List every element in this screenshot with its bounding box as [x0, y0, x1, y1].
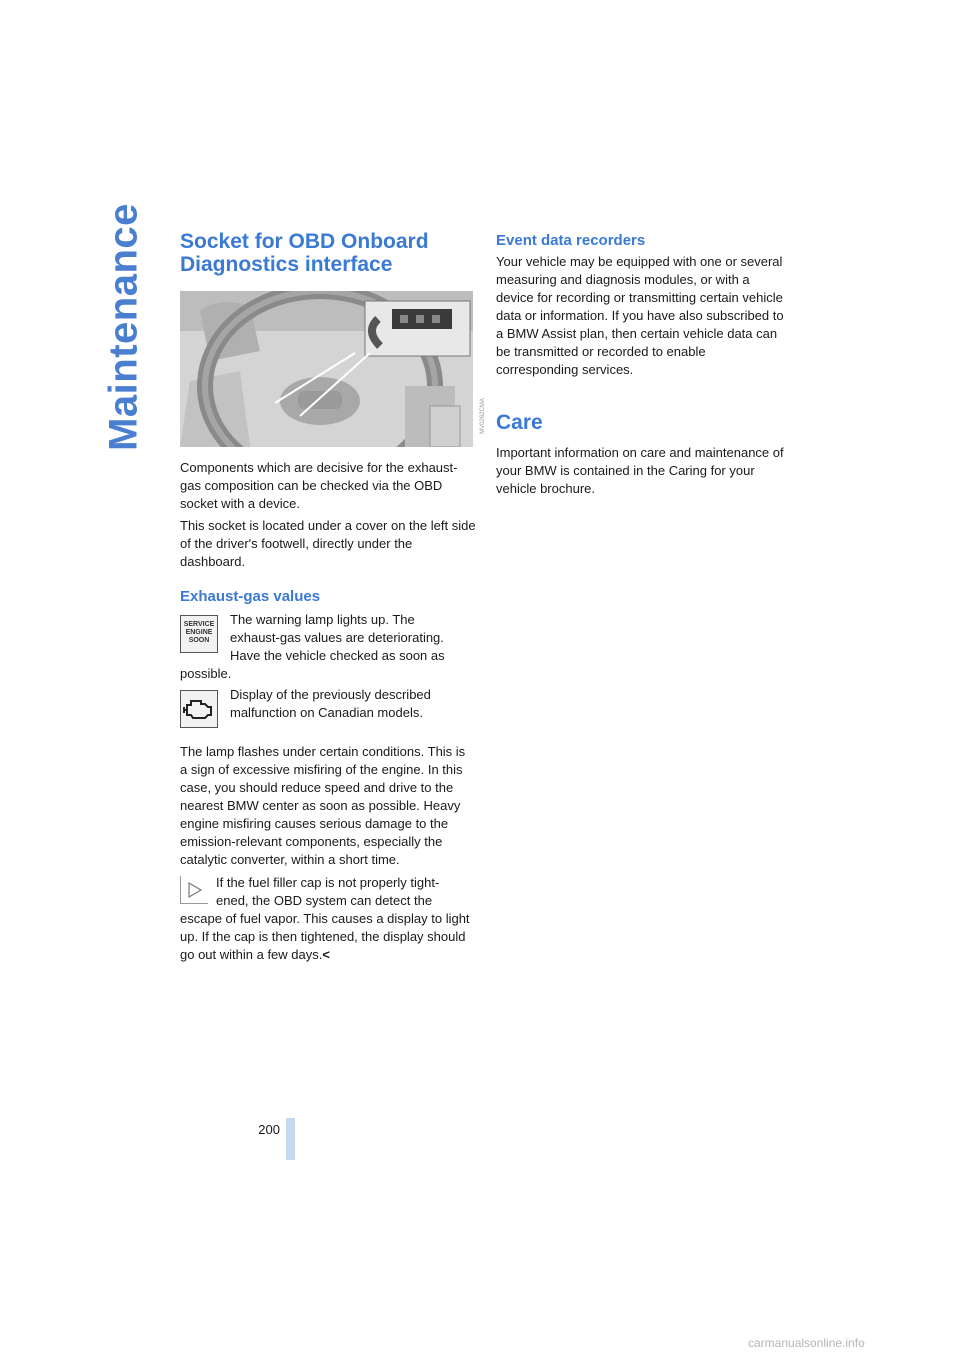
dashboard-illustration	[180, 291, 473, 447]
flash-paragraph: The lamp flashes under certain conditions. This is a sign of excessive misfiring of the engine. In this case, you should reduce speed and drive to the nearest BMW center as soon as possible. Heavy engine misfiring causes serious damage to the emission-relevant components, especially the catalytic converter, within a short time.	[180, 744, 466, 867]
care-paragraph: Important information on care and maintenance of your BMW is contained in the Caring for your vehicle brochure.	[496, 445, 784, 496]
note-paragraph: escape of fuel vapor. This causes a display to light up. If the cap is then tightened, the display should go out within a few days.<	[180, 911, 470, 962]
obd-paragraph-1: Components which are decisive for the exhaust-gas composition can be checked via the OBD socket with a device.	[180, 460, 458, 511]
photo-code: MV0262CMA	[480, 398, 486, 434]
obd-socket-photo	[180, 291, 473, 447]
event-paragraph: Your vehicle may be equipped with one or several measuring and diagnosis modules, or with a device for recording or transmitting certain vehicle data or information. If you have also subscribed to a BMW Assist plan, then certain vehicle data can be transmitted or recorded to enable corresponding services.	[496, 254, 784, 377]
event-heading: Event data recorders	[496, 232, 646, 249]
watermark: carmanualsonline.info	[748, 1336, 865, 1350]
note-end-marker: <	[322, 947, 330, 962]
service-engine-soon-icon: SERVICE ENGINE SOON	[180, 615, 218, 653]
note-icon	[180, 876, 208, 904]
warning-line-1: The warning lamp lights up. The	[230, 612, 415, 627]
care-heading: Care	[496, 411, 543, 434]
section-side-tab	[100, 203, 148, 451]
obd-paragraph-2: This socket is located under a cover on the left side of the driver's footwell, directly under the dashboard.	[180, 518, 476, 569]
canada-line-2: malfunction on Canadian models.	[230, 705, 423, 720]
warning-line-3: Have the vehicle checked as soon as	[230, 648, 445, 663]
section-side-tab-label: Maintenance	[101, 203, 146, 451]
page-number-bar	[286, 1118, 295, 1160]
engine-outline-icon	[181, 691, 217, 727]
exhaust-heading: Exhaust-gas values	[180, 588, 321, 605]
canada-line-1: Display of the previously described	[230, 687, 431, 702]
page-number: 200	[258, 1122, 280, 1137]
check-engine-icon	[180, 690, 218, 728]
warning-line-4: possible.	[180, 666, 232, 681]
obd-title: Socket for OBD Onboard Diagnostics interface	[180, 230, 429, 276]
note-line-2: ened, the OBD system can detect the	[216, 893, 433, 908]
warning-line-2: exhaust-gas values are deteriorating.	[230, 630, 444, 645]
play-triangle-icon	[181, 876, 209, 904]
note-line-1: If the fuel filler cap is not properly tight-	[216, 875, 440, 890]
